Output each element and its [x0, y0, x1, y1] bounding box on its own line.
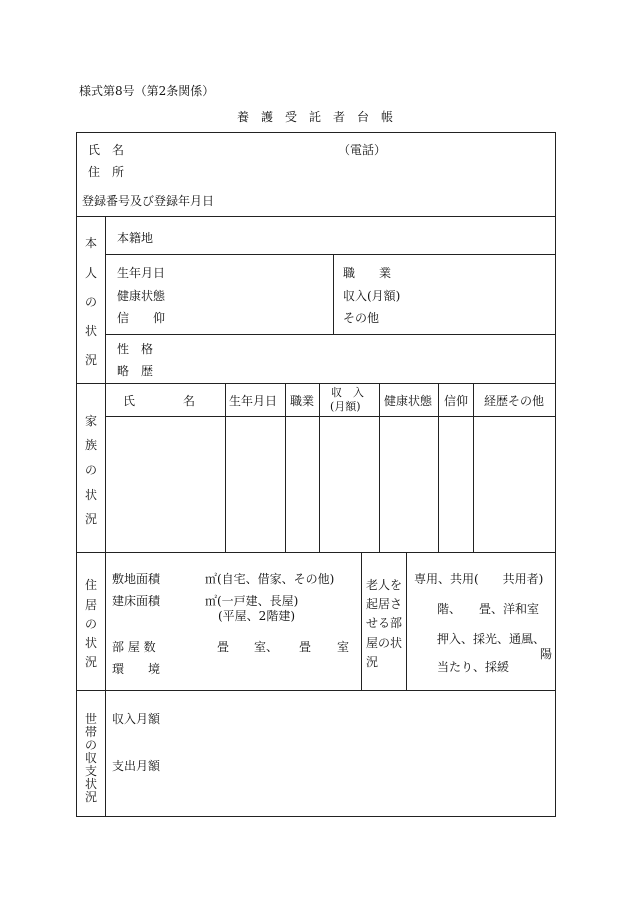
- floor-area-sub: (平屋、2階建): [218, 609, 295, 623]
- divider: [76, 690, 556, 691]
- rooms-tatami-2: 畳: [299, 640, 312, 654]
- divider: [333, 254, 334, 334]
- divider: [105, 216, 106, 817]
- divider: [285, 383, 286, 552]
- family-header-birthdate: 生年月日: [229, 394, 278, 408]
- occupation-label: 職 業: [343, 266, 392, 280]
- divider: [105, 416, 556, 417]
- divider: [76, 552, 556, 553]
- income-label: 収入(月額): [343, 289, 401, 303]
- rooms-label: 部 屋 数: [112, 640, 156, 654]
- divider: [76, 383, 556, 384]
- address-label: 住 所: [88, 165, 125, 179]
- phone-label: （電話）: [338, 143, 387, 157]
- rooms-room-1: 室、: [254, 640, 279, 654]
- family-header-faith: 信仰: [444, 394, 469, 408]
- divider: [319, 383, 320, 552]
- site-area-unit: ㎡(自宅、借家、その他): [205, 572, 335, 586]
- rooms-room-2: 室: [337, 640, 350, 654]
- sun-char: 陽: [540, 647, 553, 661]
- page-title: [0, 110, 630, 124]
- faith-label: 信 仰: [117, 311, 166, 325]
- page-title-text: 養 護 受 託 者 台 帳: [236, 110, 393, 124]
- family-header-occupation: 職業: [290, 394, 315, 408]
- rooms-tatami-1: 畳: [217, 640, 230, 654]
- family-header-name: 氏 名: [123, 394, 196, 408]
- site-area-label: 敷地面積: [112, 572, 161, 586]
- character-label: 性 格: [117, 342, 154, 356]
- name-label: 氏 名: [88, 143, 125, 157]
- divider: [105, 334, 556, 335]
- environment-label: 環 境: [112, 662, 161, 676]
- floor-area-unit: ㎡(一戸建、長屋): [205, 594, 299, 608]
- floor-area-label: 建床面積: [112, 594, 161, 608]
- history-label: 略 歴: [117, 364, 154, 378]
- domicile-label: 本籍地: [117, 231, 154, 245]
- form-number: 様式第8号（第2条関係）: [79, 84, 215, 98]
- registration-label: 登録番号及び登録年月日: [82, 194, 215, 208]
- family-header-health: 健康状態: [384, 394, 433, 408]
- divider: [225, 383, 226, 552]
- divider: [438, 383, 439, 552]
- divider: [361, 552, 362, 690]
- other-label: その他: [343, 311, 380, 325]
- divider: [473, 383, 474, 552]
- family-header-income-1: 収 入: [331, 386, 364, 399]
- usage-label: 専用、共用( 共用者): [414, 572, 544, 586]
- features-label-2: 当たり、採緩: [437, 660, 510, 674]
- family-header-history: 経歴その他: [484, 394, 545, 408]
- household-expense-label: 支出月額: [112, 759, 161, 773]
- floor-line: 階、 畳、洋和室: [437, 602, 540, 616]
- health-label: 健康状態: [117, 289, 166, 303]
- divider: [379, 383, 380, 552]
- household-income-label: 収入月額: [112, 712, 161, 726]
- divider: [105, 254, 556, 255]
- features-label: 押入、採光、通風、: [437, 632, 546, 646]
- birthdate-label: 生年月日: [117, 266, 166, 280]
- family-header-income-2: (月額): [330, 400, 361, 413]
- divider: [406, 552, 407, 690]
- divider: [76, 216, 556, 217]
